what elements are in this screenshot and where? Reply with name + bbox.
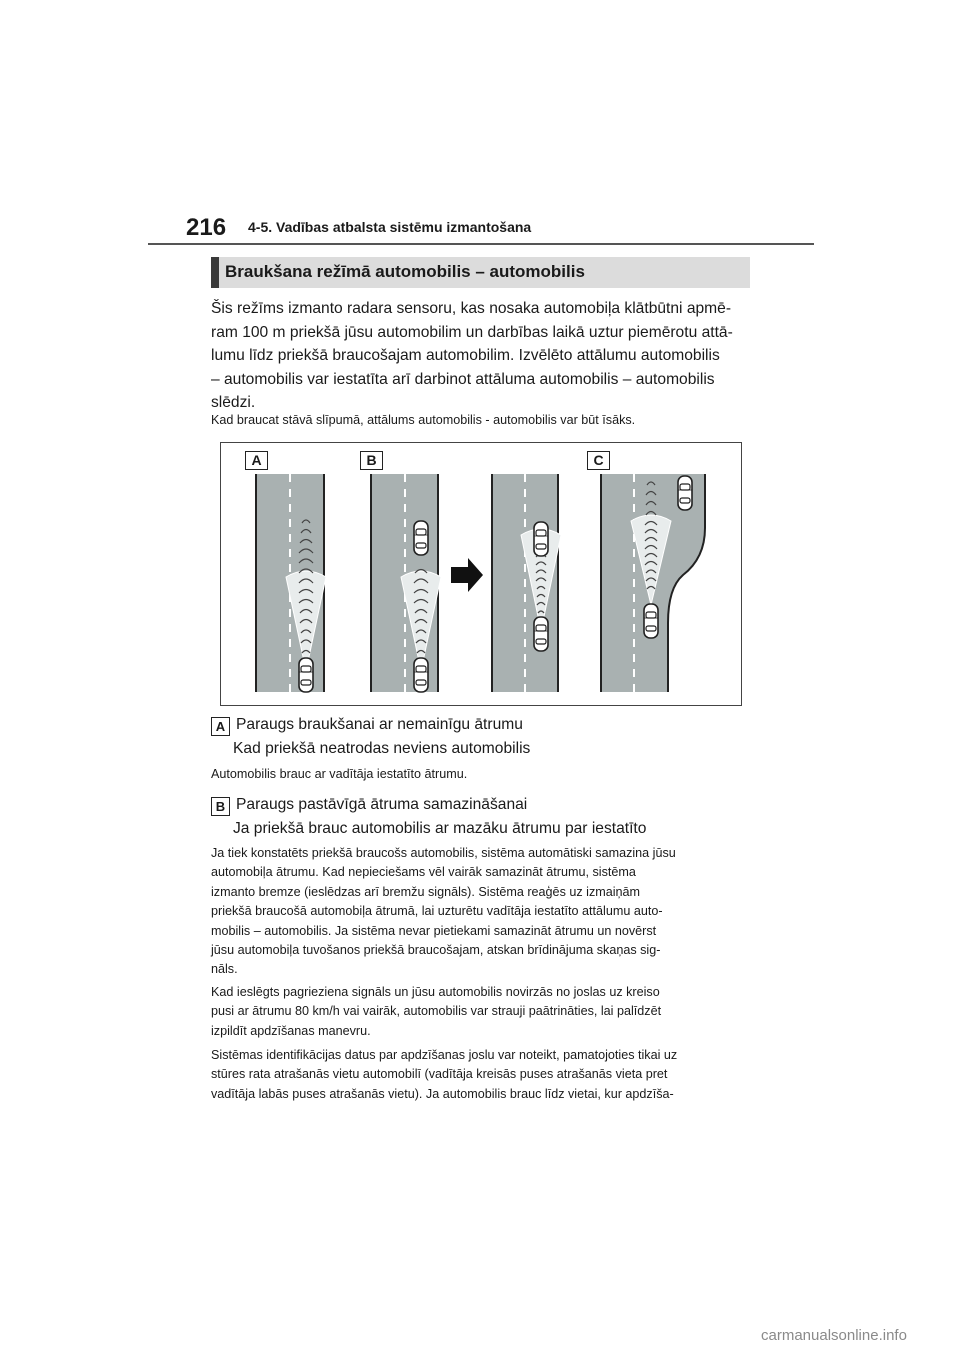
section-header (211, 257, 750, 288)
acc-illustration (220, 442, 742, 706)
intro-line: slēdzi. (211, 394, 256, 411)
section-header-bar (211, 257, 219, 288)
figure-label-a: A (245, 451, 268, 470)
text-line: izmanto bremze (ieslēdzas arī bremžu signāls). Sistēma reaģēs uz izmaiņām (211, 884, 641, 899)
text-line: vadītāja labās puses atrašanās vietu). Ja automobilis brauc līdz vietai, kur apdzīša- (211, 1086, 674, 1101)
road-diagram (221, 443, 741, 705)
text-line: Ja tiek konstatēts priekšā braucošs automobilis, sistēma automātiski samazina jūsu (211, 846, 676, 860)
figure-label-c: C (587, 451, 610, 470)
header-rule (148, 243, 814, 245)
figure-label-b: B (360, 451, 383, 470)
text-line: mobilis – automobilis. Ja sistēma nevar pietiekami samazināt ātrumu un novērst (211, 923, 657, 938)
item-b-subheading: Ja priekšā brauc automobilis ar mazāku ātrumu par iestatīto (233, 819, 647, 837)
text-line: jūsu automobiļa tuvošanos priekšā braucošajam, atskan brīdinājuma skaņas sig- (211, 943, 661, 958)
intro-line: ram 100 m priekšā jūsu automobilim un darbības laikā uztur piemērotu attā- (211, 323, 733, 341)
list-item-b (211, 793, 646, 840)
page-number: 216 (186, 214, 227, 241)
list-item-a (211, 713, 530, 760)
text-line: automobiļa ātrumu. Kad nepieciešams vēl vairāk samazināt ātrumu, sistēma (211, 865, 636, 880)
text-line: nāls. (211, 962, 238, 977)
paragraph-b1 (211, 844, 751, 980)
paragraph-b3 (211, 1046, 751, 1104)
text-line: Sistēmas identifikācijas datus par apdzīšanas joslu var noteikt, pamatojoties tikai uz (211, 1048, 678, 1062)
text-line: priekšā braucošā automobiļa ātrumā, lai uzturētu vadītāja iestatīto attālumu auto- (211, 904, 663, 919)
text-line: stūres rata atrašanās vietu automobilī (vadītāja kreisās puses atrašanās vieta pret (211, 1067, 668, 1082)
item-a-heading: Paraugs braukšanai ar nemainīgu ātrumu (236, 716, 523, 733)
marker-b: B (211, 797, 230, 816)
watermark: carmanualsonline.info (761, 1327, 907, 1344)
note-a: Automobilis brauc ar vadītāja iestatīto ātrumu. (211, 767, 468, 781)
marker-a: A (211, 717, 230, 736)
section-title: Braukšana režīmā automobilis – automobilis (225, 262, 585, 281)
chapter-title: 4-5. Vadības atbalsta sistēmu izmantošana (248, 219, 532, 235)
intro-line: – automobilis var iestatīta arī darbinot attāluma automobilis – automobilis (211, 370, 715, 388)
paragraph-b2 (211, 983, 751, 1041)
intro-line: Šis režīms izmanto radara sensoru, kas nosaka automobiļa klātbūtni apmē- (211, 300, 732, 317)
text-line: Kad ieslēgts pagrieziena signāls un jūsu automobilis novirzās no joslas uz kreiso (211, 985, 660, 999)
text-line: pusi ar ātrumu 80 km/h vai vairāk, automobilis var strauji paātrināties, lai palīdzēt (211, 1004, 662, 1019)
slope-note: Kad braucat stāvā slīpumā, attālums automobilis - automobilis var būt īsāks. (211, 413, 636, 427)
text-line: izpildīt apdzīšanas manevru. (211, 1023, 371, 1038)
intro-paragraph (211, 297, 751, 415)
arrow-right-icon (451, 558, 483, 592)
item-b-heading: Paraugs pastāvīgā ātruma samazināšanai (236, 796, 528, 813)
intro-line: lumu līdz priekšā braucošajam automobilim. Izvēlēto attālumu automobilis (211, 347, 720, 364)
item-a-subheading: Kad priekšā neatrodas neviens automobilis (233, 739, 531, 757)
